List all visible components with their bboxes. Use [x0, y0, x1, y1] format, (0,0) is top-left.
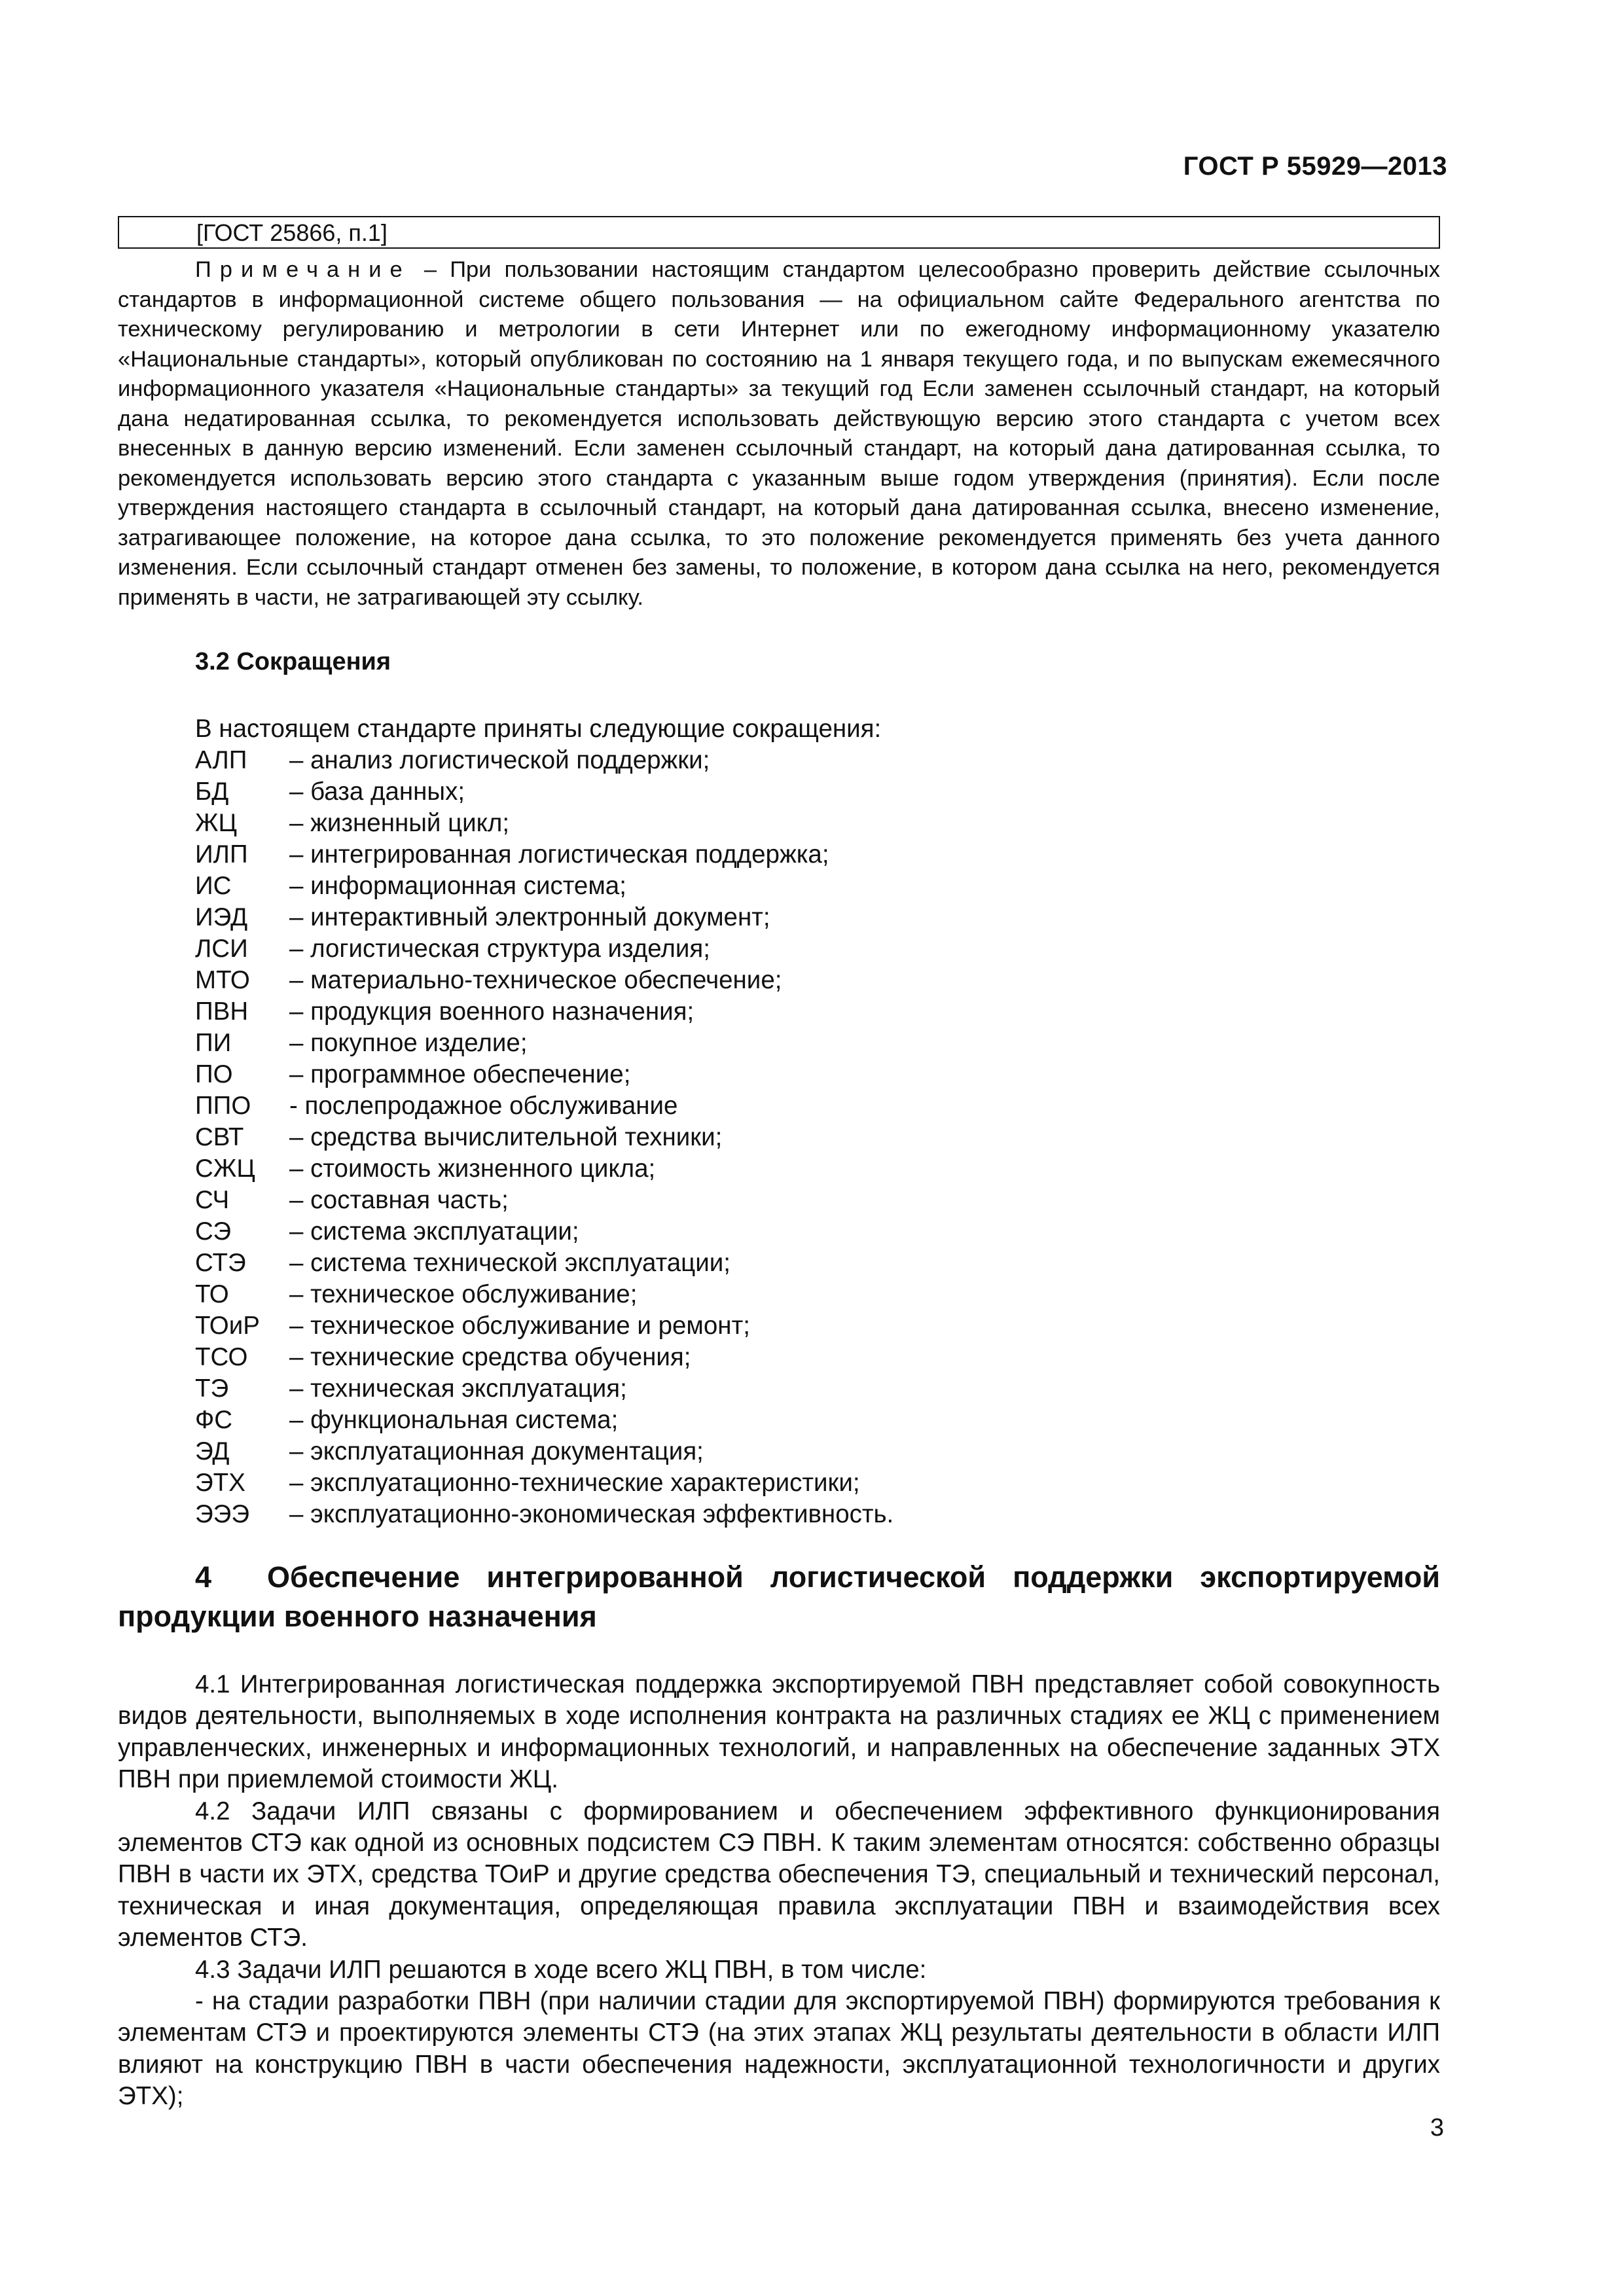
- abbreviation-definition: – покупное изделие;: [289, 1029, 528, 1057]
- abbreviation-item: [195, 1405, 893, 1436]
- abbreviation-definition: – жизненный цикл;: [289, 809, 510, 837]
- abbreviation-item: [195, 902, 893, 933]
- abbreviation-definition: – техническое обслуживание;: [289, 1280, 638, 1308]
- abbreviation-term: ЛСИ: [195, 935, 248, 963]
- abbreviation-term: ЖЦ: [195, 809, 238, 837]
- abbreviation-term: СЭ: [195, 1217, 232, 1246]
- note-label: Примечание: [195, 257, 411, 282]
- abbreviation-term: ПИ: [195, 1029, 232, 1057]
- abbreviation-definition: – составная часть;: [289, 1186, 509, 1214]
- abbreviation-definition: – система эксплуатации;: [289, 1217, 579, 1246]
- section-3-2-title: 3.2 Сокращения: [195, 648, 391, 675]
- abbreviation-item: [195, 1122, 893, 1153]
- abbreviation-item: [195, 745, 893, 776]
- abbreviation-term: СЧ: [195, 1186, 230, 1214]
- abbreviation-term: ЭД: [195, 1437, 230, 1465]
- abbreviation-definition: – продукция военного назначения;: [289, 997, 695, 1026]
- abbreviation-definition: – функциональная система;: [289, 1406, 619, 1434]
- abbreviations-list: [195, 745, 893, 1530]
- abbreviation-term: МТО: [195, 966, 250, 994]
- note-paragraph: [118, 255, 1440, 613]
- abbreviation-item: [195, 1059, 893, 1090]
- page-number: 3: [1430, 2114, 1444, 2142]
- reference-text: [ГОСТ 25866, п.1]: [196, 219, 388, 246]
- abbreviation-term: ТСО: [195, 1343, 248, 1371]
- abbreviation-definition: – интегрированная логистическая поддержка;: [289, 840, 829, 869]
- abbreviation-term: ИС: [195, 872, 232, 900]
- abbreviation-item: [195, 1373, 893, 1405]
- abbreviation-item: [195, 1499, 893, 1530]
- abbreviation-item: [195, 965, 893, 996]
- document-code: ГОСТ Р 55929—2013: [1183, 152, 1447, 181]
- abbreviation-definition: – технические средства обучения;: [289, 1343, 691, 1371]
- abbreviation-definition: – материально-техническое обеспечение;: [289, 966, 782, 994]
- abbreviation-definition: - послепродажное обслуживание: [289, 1092, 678, 1120]
- abbreviation-definition: – стоимость жизненного цикла;: [289, 1155, 656, 1183]
- abbreviation-item: [195, 996, 893, 1028]
- section-4-heading: [118, 1558, 1440, 1636]
- abbreviation-term: СЖЦ: [195, 1155, 255, 1183]
- abbreviation-term: БД: [195, 778, 229, 806]
- abbreviation-definition: – эксплуатационно-технические характеристики;: [289, 1469, 860, 1497]
- abbreviation-term: АЛП: [195, 746, 247, 774]
- abbreviation-item: [195, 1216, 893, 1247]
- abbreviation-item: [195, 776, 893, 808]
- abbreviation-definition: – средства вычислительной техники;: [289, 1123, 723, 1151]
- abbreviation-definition: – анализ логистической поддержки;: [289, 746, 710, 774]
- abbreviation-term: СТЭ: [195, 1249, 246, 1277]
- paragraph-4-1: 4.1 Интегрированная логистическая поддержка экспортируемой ПВН представляет собой совокупность видов деятельности, выполняемых в ходе исполнения контракта на различных стадиях ее ЖЦ с применением управленческих, инженерных и информационных технологий, и направленных на обеспечение заданных ЭТХ ПВН при приемлемой стоимости ЖЦ.: [118, 1670, 1440, 1794]
- abbreviation-definition: – техническое обслуживание и ремонт;: [289, 1312, 750, 1340]
- abbreviation-term: ПО: [195, 1060, 233, 1088]
- paragraph-4-3-item: - на стадии разработки ПВН (при наличии стадии для экспортируемой ПВН) формируются требования к элементам СТЭ и проектируются элементы СТЭ (на этих этапах ЖЦ результаты деятельности в области ИЛП влияют на конструкцию ПВН в части обеспечения надежности, эксплуатационной технологичности и других ЭТХ);: [118, 1987, 1440, 2111]
- abbreviation-definition: – информационная система;: [289, 872, 626, 900]
- abbreviation-term: ЭТХ: [195, 1469, 245, 1497]
- abbreviation-item: [195, 1090, 893, 1122]
- abbreviation-term: ТЭ: [195, 1374, 229, 1403]
- abbreviations-intro: В настоящем стандарте приняты следующие сокращения:: [195, 715, 882, 743]
- section-4-number: 4: [195, 1560, 212, 1594]
- abbreviation-term: ППО: [195, 1092, 251, 1120]
- abbreviation-term: ЭЭЭ: [195, 1500, 250, 1528]
- abbreviation-item: [195, 1342, 893, 1373]
- abbreviation-definition: – программное обеспечение;: [289, 1060, 631, 1088]
- abbreviation-item: [195, 1028, 893, 1059]
- note-text: – При пользовании настоящим стандартом целесообразно проверить действие ссылочных стандартов в информационной системе общего пользования — на официальном сайте Федерального агентства по техническому регулированию и метрологии в сети Интернет или по ежегодному информационному указателю «Национальные стандарты», который опубликован по состоянию на 1 января текущего года, и по выпускам ежемесячного информационного указателя «Национальные стандарты» за текущий год Если заменен ссылочный стандарт, на который дана недатированная ссылка, то рекомендуется использовать действующую версию этого стандарта с учетом всех внесенных в данную версию изменений. Если заменен ссылочный стандарт, на который дана датированная ссылка, то рекомендуется использовать версию этого стандарта с указанным выше годом утверждения (принятия). Если после утверждения настоящего стандарта в ссылочный стандарт, на который дана датированная ссылка, внесено изменение, затрагивающее положение, на которое дана ссылка, то это положение рекомендуется применять без учета данного изменения. Если ссылочный стандарт отменен без замены, то положение, в котором дана ссылка на него, рекомендуется применять в части, не затрагивающей эту ссылку.: [118, 257, 1440, 610]
- reference-box: [118, 216, 1440, 249]
- abbreviation-item: [195, 1310, 893, 1342]
- section-4-body: [118, 1669, 1440, 2113]
- abbreviation-item: [195, 1153, 893, 1185]
- section-4-title: Обеспечение интегрированной логистической поддержки экспортируемой продукции военного назначения: [118, 1560, 1440, 1633]
- abbreviation-definition: – эксплуатационная документация;: [289, 1437, 704, 1465]
- abbreviation-definition: – логистическая структура изделия;: [289, 935, 710, 963]
- abbreviation-term: ФС: [195, 1406, 233, 1434]
- abbreviation-definition: – интерактивный электронный документ;: [289, 903, 770, 931]
- abbreviation-item: [195, 870, 893, 902]
- abbreviation-definition: – техническая эксплуатация;: [289, 1374, 627, 1403]
- abbreviation-definition: – эксплуатационно-экономическая эффективность.: [289, 1500, 894, 1528]
- abbreviation-term: ТОиР: [195, 1312, 260, 1340]
- abbreviation-item: [195, 933, 893, 965]
- abbreviation-term: ИЛП: [195, 840, 248, 869]
- abbreviation-term: СВТ: [195, 1123, 244, 1151]
- paragraph-4-2: 4.2 Задачи ИЛП связаны с формированием и обеспечением эффективного функционирования элементов СТЭ как одной из основных подсистем СЭ ПВН. К таким элементам относятся: собственно образцы ПВН в части их ЭТХ, средства ТОиР и другие средства обеспечения ТЭ, специальный и технический персонал, техническая и иная документация, определяющая правила эксплуатации ПВН и взаимодействия всех элементов СТЭ.: [118, 1797, 1440, 1952]
- abbreviation-item: [195, 1247, 893, 1279]
- abbreviation-item: [195, 1436, 893, 1467]
- abbreviation-term: ИЭД: [195, 903, 248, 931]
- abbreviation-term: ПВН: [195, 997, 249, 1026]
- paragraph-4-3: 4.3 Задачи ИЛП решаются в ходе всего ЖЦ ПВН, в том числе:: [195, 1955, 927, 1984]
- abbreviation-definition: – система технической эксплуатации;: [289, 1249, 731, 1277]
- abbreviation-definition: – база данных;: [289, 778, 465, 806]
- abbreviation-item: [195, 808, 893, 839]
- abbreviation-item: [195, 1467, 893, 1499]
- abbreviation-term: ТО: [195, 1280, 229, 1308]
- abbreviation-item: [195, 1185, 893, 1216]
- abbreviation-item: [195, 839, 893, 870]
- abbreviation-item: [195, 1279, 893, 1310]
